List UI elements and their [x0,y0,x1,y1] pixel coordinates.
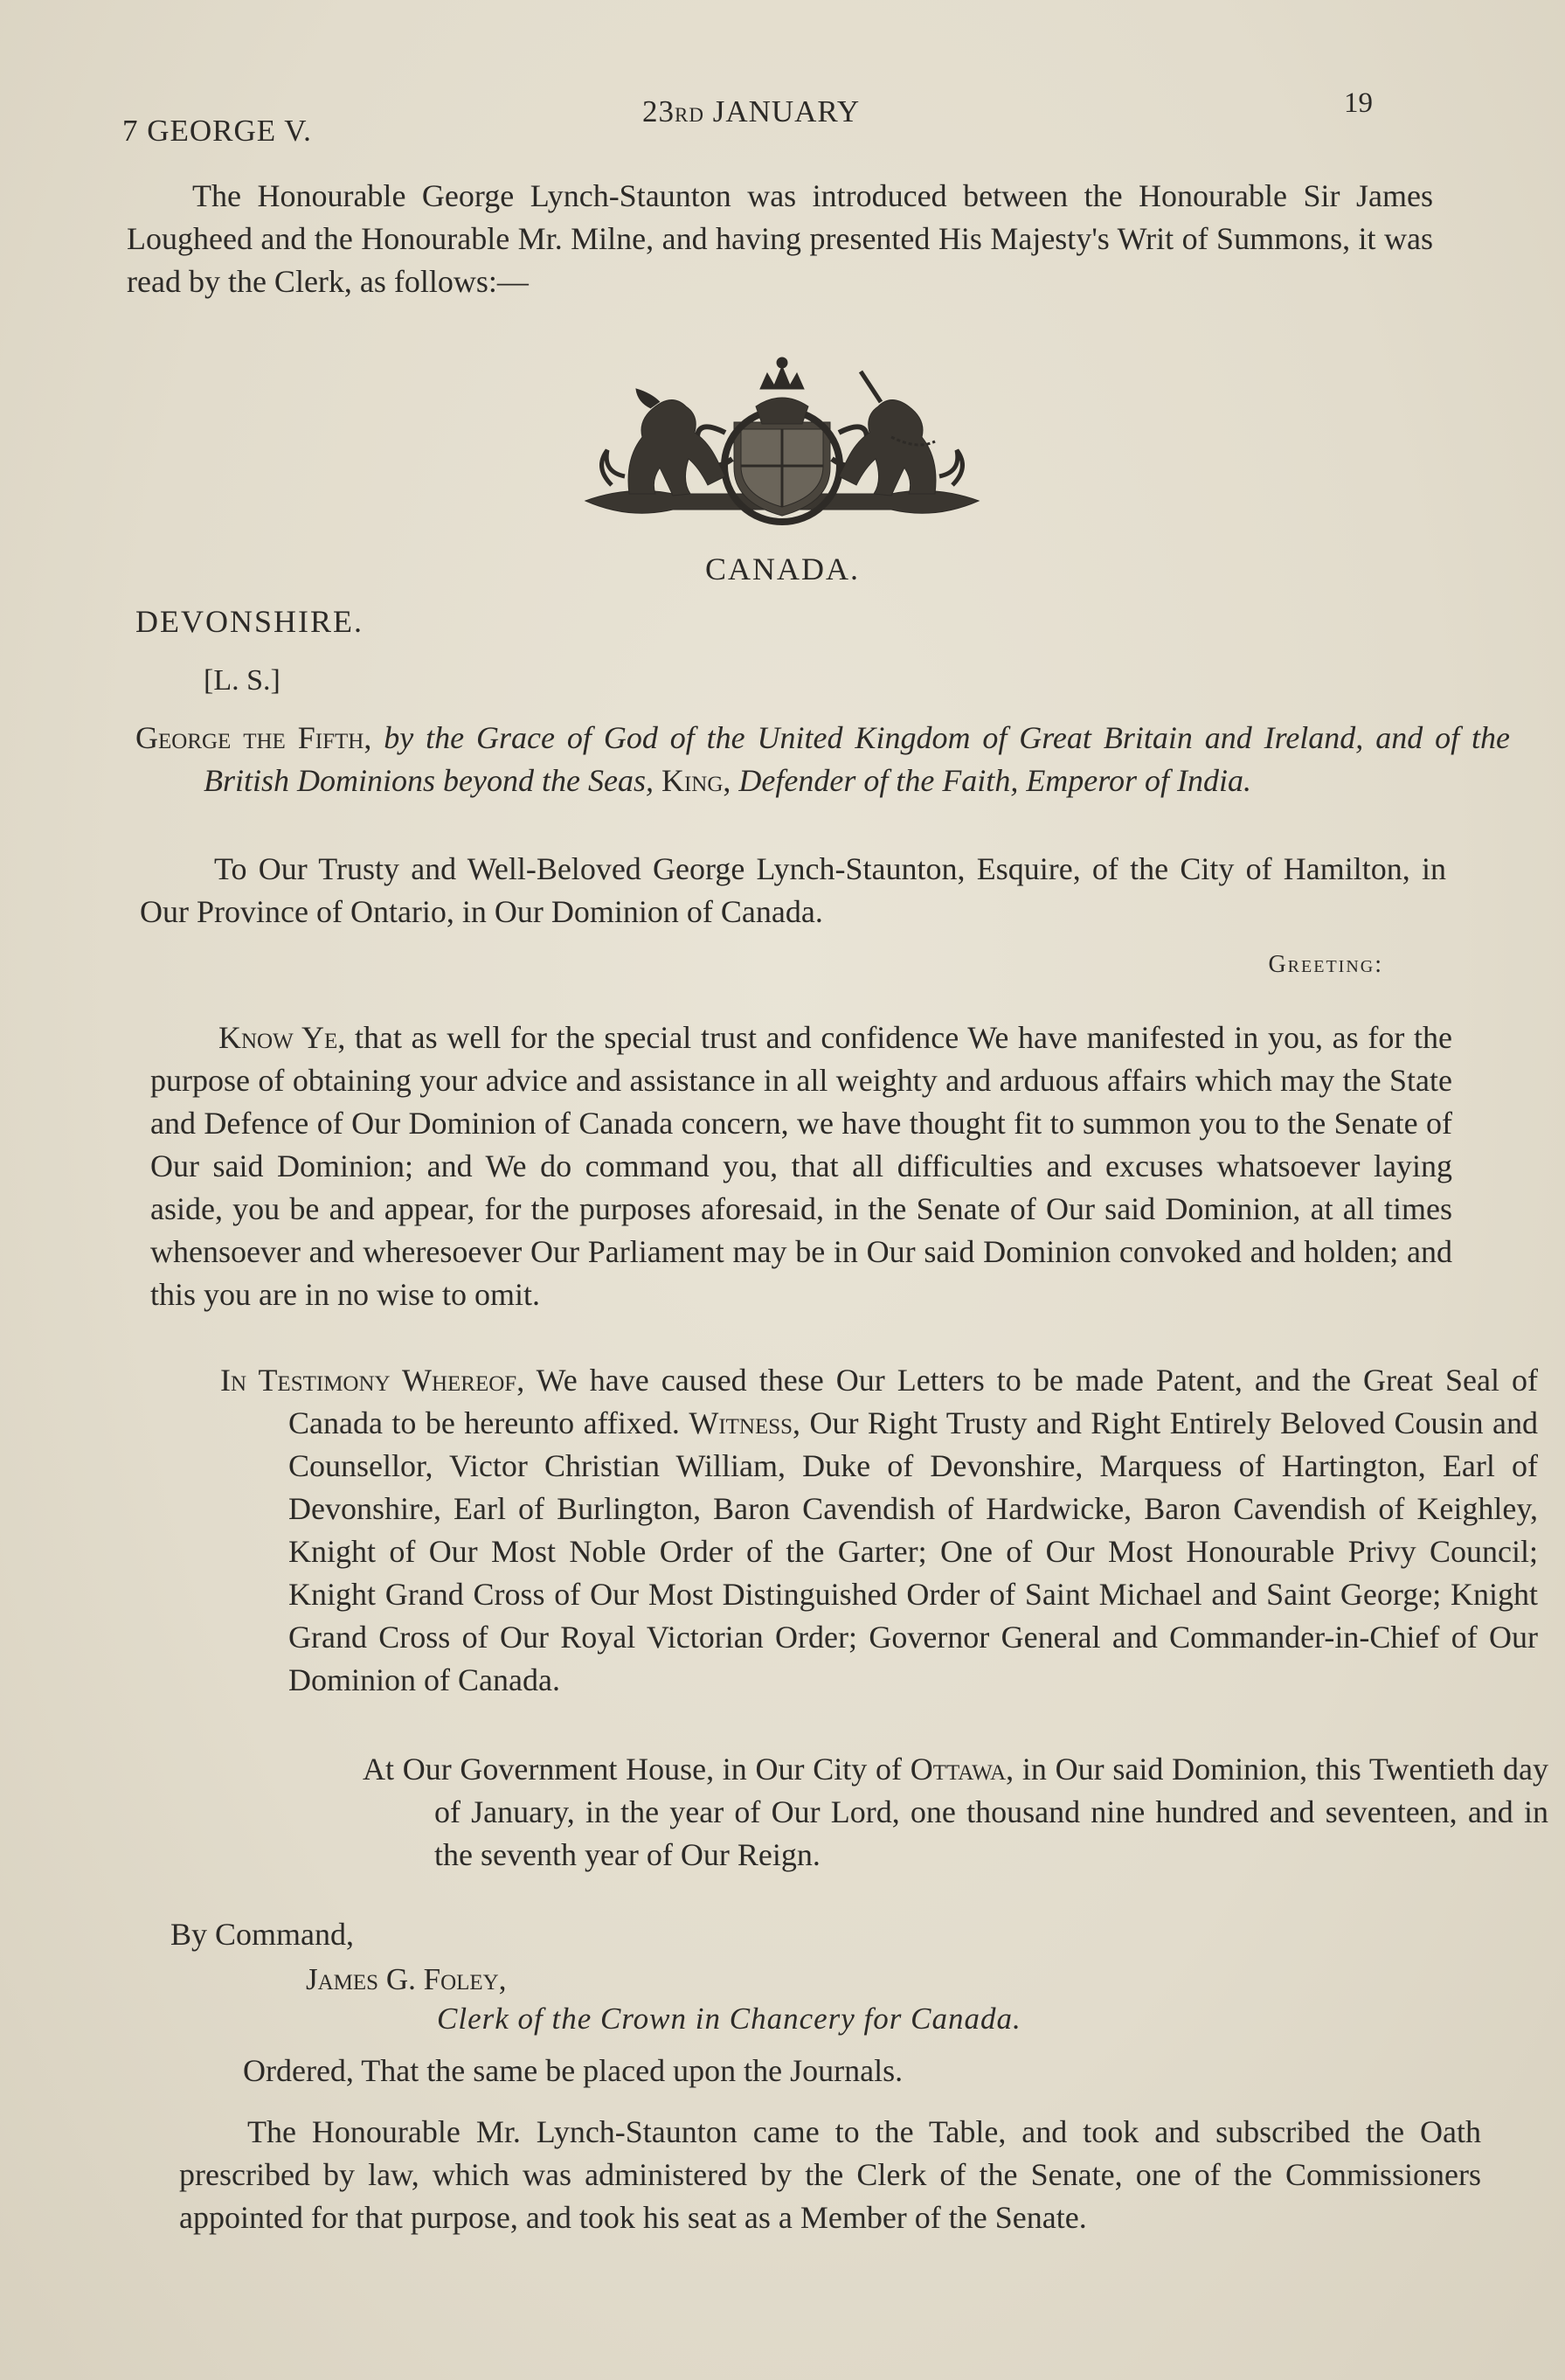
testimony-paragraph [220,1359,1538,1702]
king-style-1: by the Grace of God of the United Kingdom of Great Britain and Ireland, and of the British Dominions beyond the Seas, [204,720,1511,798]
writ-country-heading: CANADA. [704,552,860,586]
testimony-body-2: Our Right Trusty and Right Entirely Beloved Cousin and Counsellor, Victor Christian William, Duke of Devonshire, Marquess of Hartington, Earl of Devonshire, Earl of Burlington, Baron Cavendish of Hardwicke, Baron Cavendish of Keighley, Knight of Our Most Noble Order of the Garter; One of Our Most Honourable Privy Council; Knight Grand Cross of Our Most Distinguished Order of Saint Michael and Saint George; Knight Grand Cross of Our Royal Victorian Order; Governor General and Commander-in-Chief of Our Dominion of Canada. [288,1405,1538,1697]
ordered-paragraph: Ordered, That the same be placed upon the Journals. [243,2053,904,2088]
given-at-2: in Our said Dominion, this Twentieth day of January, in the year of Our Lord, one thousand nine hundred and seventeen, and in the seventh year of Our Reign. [434,1752,1549,1872]
know-ye-paragraph [150,1017,1452,1316]
address-paragraph: To Our Trusty and Well-Beloved George Lynch-Staunton, Esquire, of the City of Hamilton, in Our Province of Ontario, in Our Dominion of Canada. [140,851,1446,929]
king-name: George the Fifth, [135,720,372,755]
signer-title: Clerk of the Crown in Chancery for Canada. [437,2002,1021,2036]
witness-word: Witness, [689,1405,801,1440]
know-ye-lead: Know Ye, [218,1020,346,1055]
governor-name: DEVONSHIRE. [135,604,364,639]
testimony-lead: In Testimony Whereof, [220,1363,525,1398]
page-header [122,87,1443,148]
by-command: By Command, [170,1917,355,1952]
king-word: King, [661,763,731,798]
testimony-body-1: We have caused these Our Letters to be made Patent, and the Great Seal of Canada to be hereunto affixed. [288,1363,1538,1440]
header-day: 23 [642,94,675,128]
signer-name: James G. Foley, [306,1962,507,1996]
regnal-year: 7 GEORGE V. [122,114,312,148]
closing-paragraph: The Honourable Mr. Lynch-Staunton came to the Table, and took and subscribed the Oath prescribed by law, which was administered by the Clerk of the Senate, one of the Commissioners appointed for that purpose, and took his seat as a Member of the Senate. [179,2114,1481,2235]
seal-mark: [L. S.] [204,664,280,697]
king-style-2: Defender of the Faith, Emperor of India. [738,763,1251,798]
given-at-paragraph [363,1748,1548,1877]
know-ye-body: that as well for the special trust and confidence We have manifested in you, as for the purpose of obtaining your advice and assistance in all weighty and arduous affairs which may the State and Defence of Our Dominion of Canada concern, we have thought fit to summon you to the Senate of Our said Dominion; and We do command you, that all difficulties and excuses whatsoever laying aside, you be and appear, for the purposes aforesaid, in the Senate of Our said Dominion, at all times whensoever and wheresoever Our Parliament may be in Our said Dominion convoked and holden; and this you are in no wise to omit. [150,1020,1452,1312]
intro-paragraph: The Honourable George Lynch-Staunton was introduced between the Honourable Sir James Lougheed and the Honourable Mr. Milne, and having presented His Majesty's Writ of Summons, it was read by the Clerk, as follows:— [127,178,1433,299]
royal-style-paragraph [135,717,1510,802]
page-number: 19 [1344,87,1373,119]
header-day-suffix: RD [675,104,704,126]
greeting: Greeting: [1268,951,1383,978]
header-month: JANUARY [712,94,861,128]
header-date [642,94,860,129]
given-city: Ottawa, [910,1752,1014,1787]
royal-coat-of-arms-icon [577,354,987,533]
given-at-1: At Our Government House, in Our City of [363,1752,902,1787]
